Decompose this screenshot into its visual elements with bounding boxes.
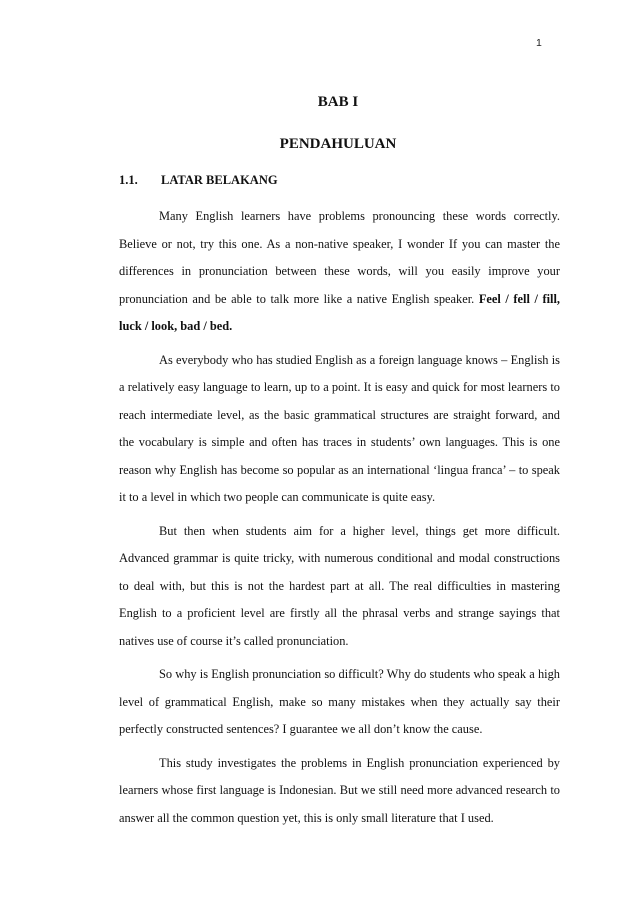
- paragraph-1-bold-examples: Feel / fell / fill, luck / look, bad / bed.: [119, 291, 560, 333]
- chapter-number: BAB I: [317, 94, 359, 110]
- paragraph-5: This study investigates the problems in English pronunciation experienced by learners whose first language is Indonesian. But we still need more advanced research to answer all the common question yet, this is only small literature that I used.: [119, 755, 560, 825]
- body-text: [119, 203, 560, 838]
- paragraph-1-text: Many English learners have problems pronouncing these words correctly. Believe or not, try this one. As a non-native speaker, I wonder If you can master the differences in pronunciation between these words, will you easily improve your pronunciation and be able to talk more like a native English speaker.: [119, 209, 560, 306]
- paragraph-3: But then when students aim for a higher level, things get more difficult. Advanced grammar is quite tricky, with numerous conditional and modal constructions to deal with, but this is not the hardest part at all. The real difficulties in mastering English to a proficient level are firstly all the phrasal verbs and strange sayings that natives use of course it’s called pronunciation.: [119, 523, 560, 648]
- chapter-title: PENDAHULUAN: [279, 136, 397, 152]
- paragraph-4: So why is English pronunciation so difficult? Why do students who speak a high level of grammatical English, make so many mistakes when they actually say their perfectly constructed sentences? I guarantee we all don’t know the cause.: [119, 667, 560, 736]
- page-number: 1: [536, 37, 542, 49]
- section-title: LATAR BELAKANG: [161, 173, 278, 187]
- section-number: 1.1.: [119, 173, 138, 187]
- paragraph-2: As everybody who has studied English as a foreign language knows – English is a relatively easy language to learn, up to a point. It is easy and quick for most learners to reach intermediate level, as the basic grammatical structures are straight forward, and the vocabulary is simple and often has traces in students’ own languages. This is one reason why English has become so popular as an international ‘lingua franca’ – to speak it to a level in which two people can communicate is quite easy.: [119, 352, 560, 504]
- section-heading: [119, 173, 278, 188]
- paragraph-1: [119, 203, 560, 341]
